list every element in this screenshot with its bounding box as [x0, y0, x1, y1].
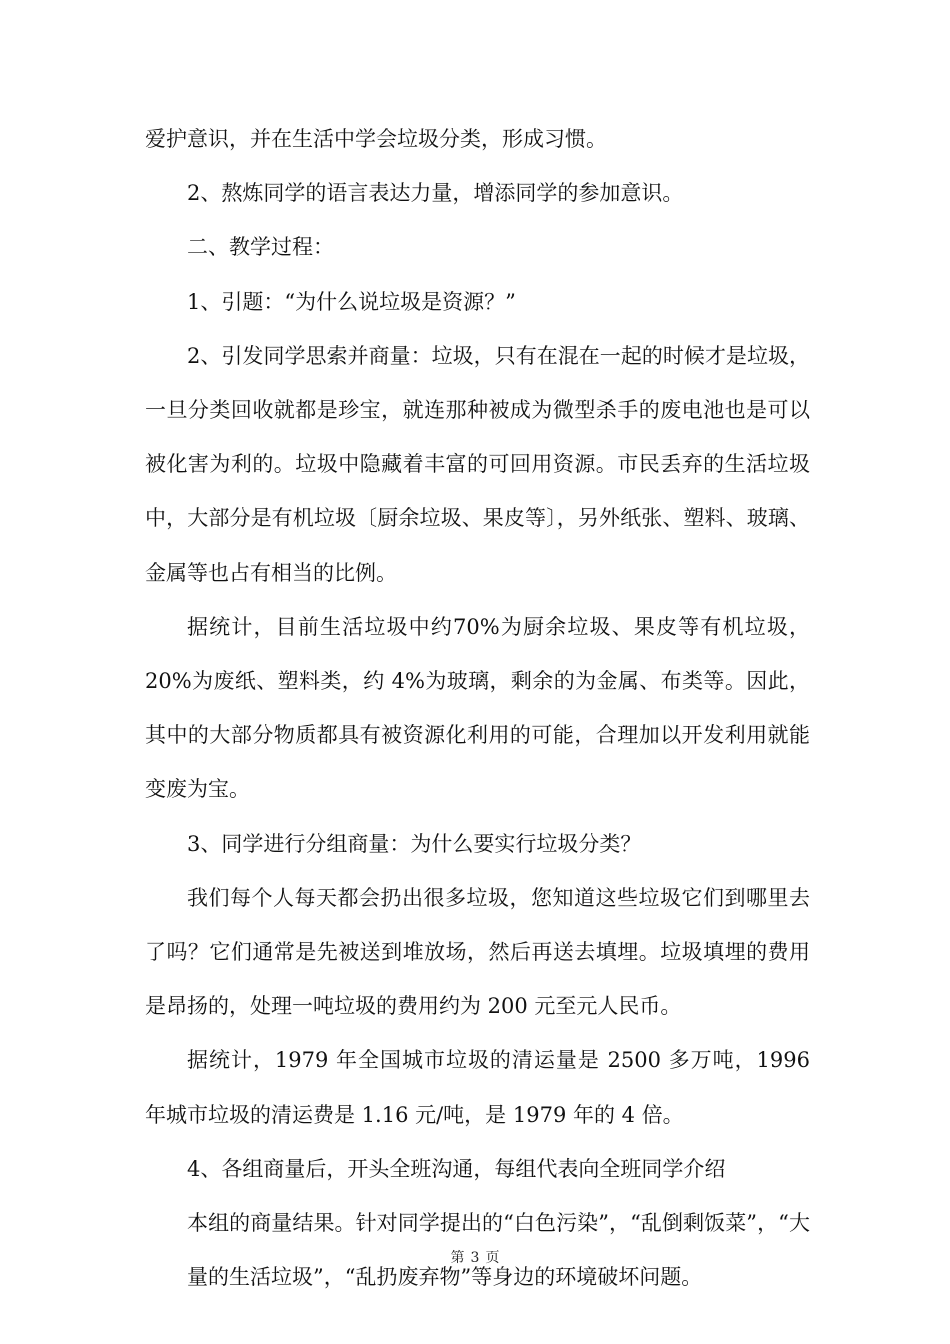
paragraph-4: 1、引题：“为什么说垃圾是资源？” [187, 289, 516, 314]
paragraph-8: 我们每个人每天都会扔出很多垃圾，您知道这些垃圾它们到哪里去了吗？它们通常是先被送到堆放场，然后再送去填埋。垃圾填埋的费用是昂扬的，处理一吨垃圾的费用约为 200 元至元人民币。 [145, 885, 810, 1019]
footer-prefix: 第 [450, 1250, 465, 1266]
paragraph-11: 本组的商量结果。针对同学提出的“白色污染”，“乱倒剩饭菜”，“大量的生活垃圾”，“乱扔废弃物”等身边的环境破坏问题。 [187, 1211, 810, 1290]
paragraph-10: 4、各组商量后，开头全班沟通，每组代表向全班同学介绍 [187, 1156, 726, 1181]
paragraph-3: 二、教学过程： [187, 235, 334, 260]
paragraph-1: 爱护意识，并在生活中学会垃圾分类，形成习惯。 [145, 127, 607, 151]
page-footer [0, 1247, 950, 1267]
paragraph-2: 2、熬炼同学的语言表达力量，增添同学的参加意识。 [187, 181, 684, 206]
footer-suffix: 页 [485, 1250, 500, 1266]
body-text [145, 112, 810, 1304]
paragraph-6: 据统计，目前生活垃圾中约70%为厨余垃圾、果皮等有机垃圾，20%为废纸、塑料类，约 4%为玻璃，剩余的为金属、布类等。因此，其中的大部分物质都具有被资源化利用的可能，合理加以开发利用就能变废为宝。 [145, 614, 810, 802]
paragraph-5: 2、引发同学思索并商量：垃圾，只有在混在一起的时候才是垃圾，一旦分类回收就都是珍宝，就连那种被成为微型杀手的废电池也是可以被化害为利的。垃圾中隐藏着丰富的可回用资源。市民丢弃的生活垃圾中，大部分是有机垃圾〔厨余垃圾、果皮等〕，另外纸张、塑料、玻璃、金属等也占有相当的比例。 [145, 343, 810, 585]
page-number: 3 [470, 1250, 480, 1266]
paragraph-7: 3、同学进行分组商量：为什么要实行垃圾分类？ [187, 831, 642, 856]
paragraph-9: 据统计，1979 年全国城市垃圾的清运量是 2500 多万吨，1996 年城市垃圾的清运费是 1.16 元/吨，是 1979 年的 4 倍。 [145, 1048, 810, 1127]
